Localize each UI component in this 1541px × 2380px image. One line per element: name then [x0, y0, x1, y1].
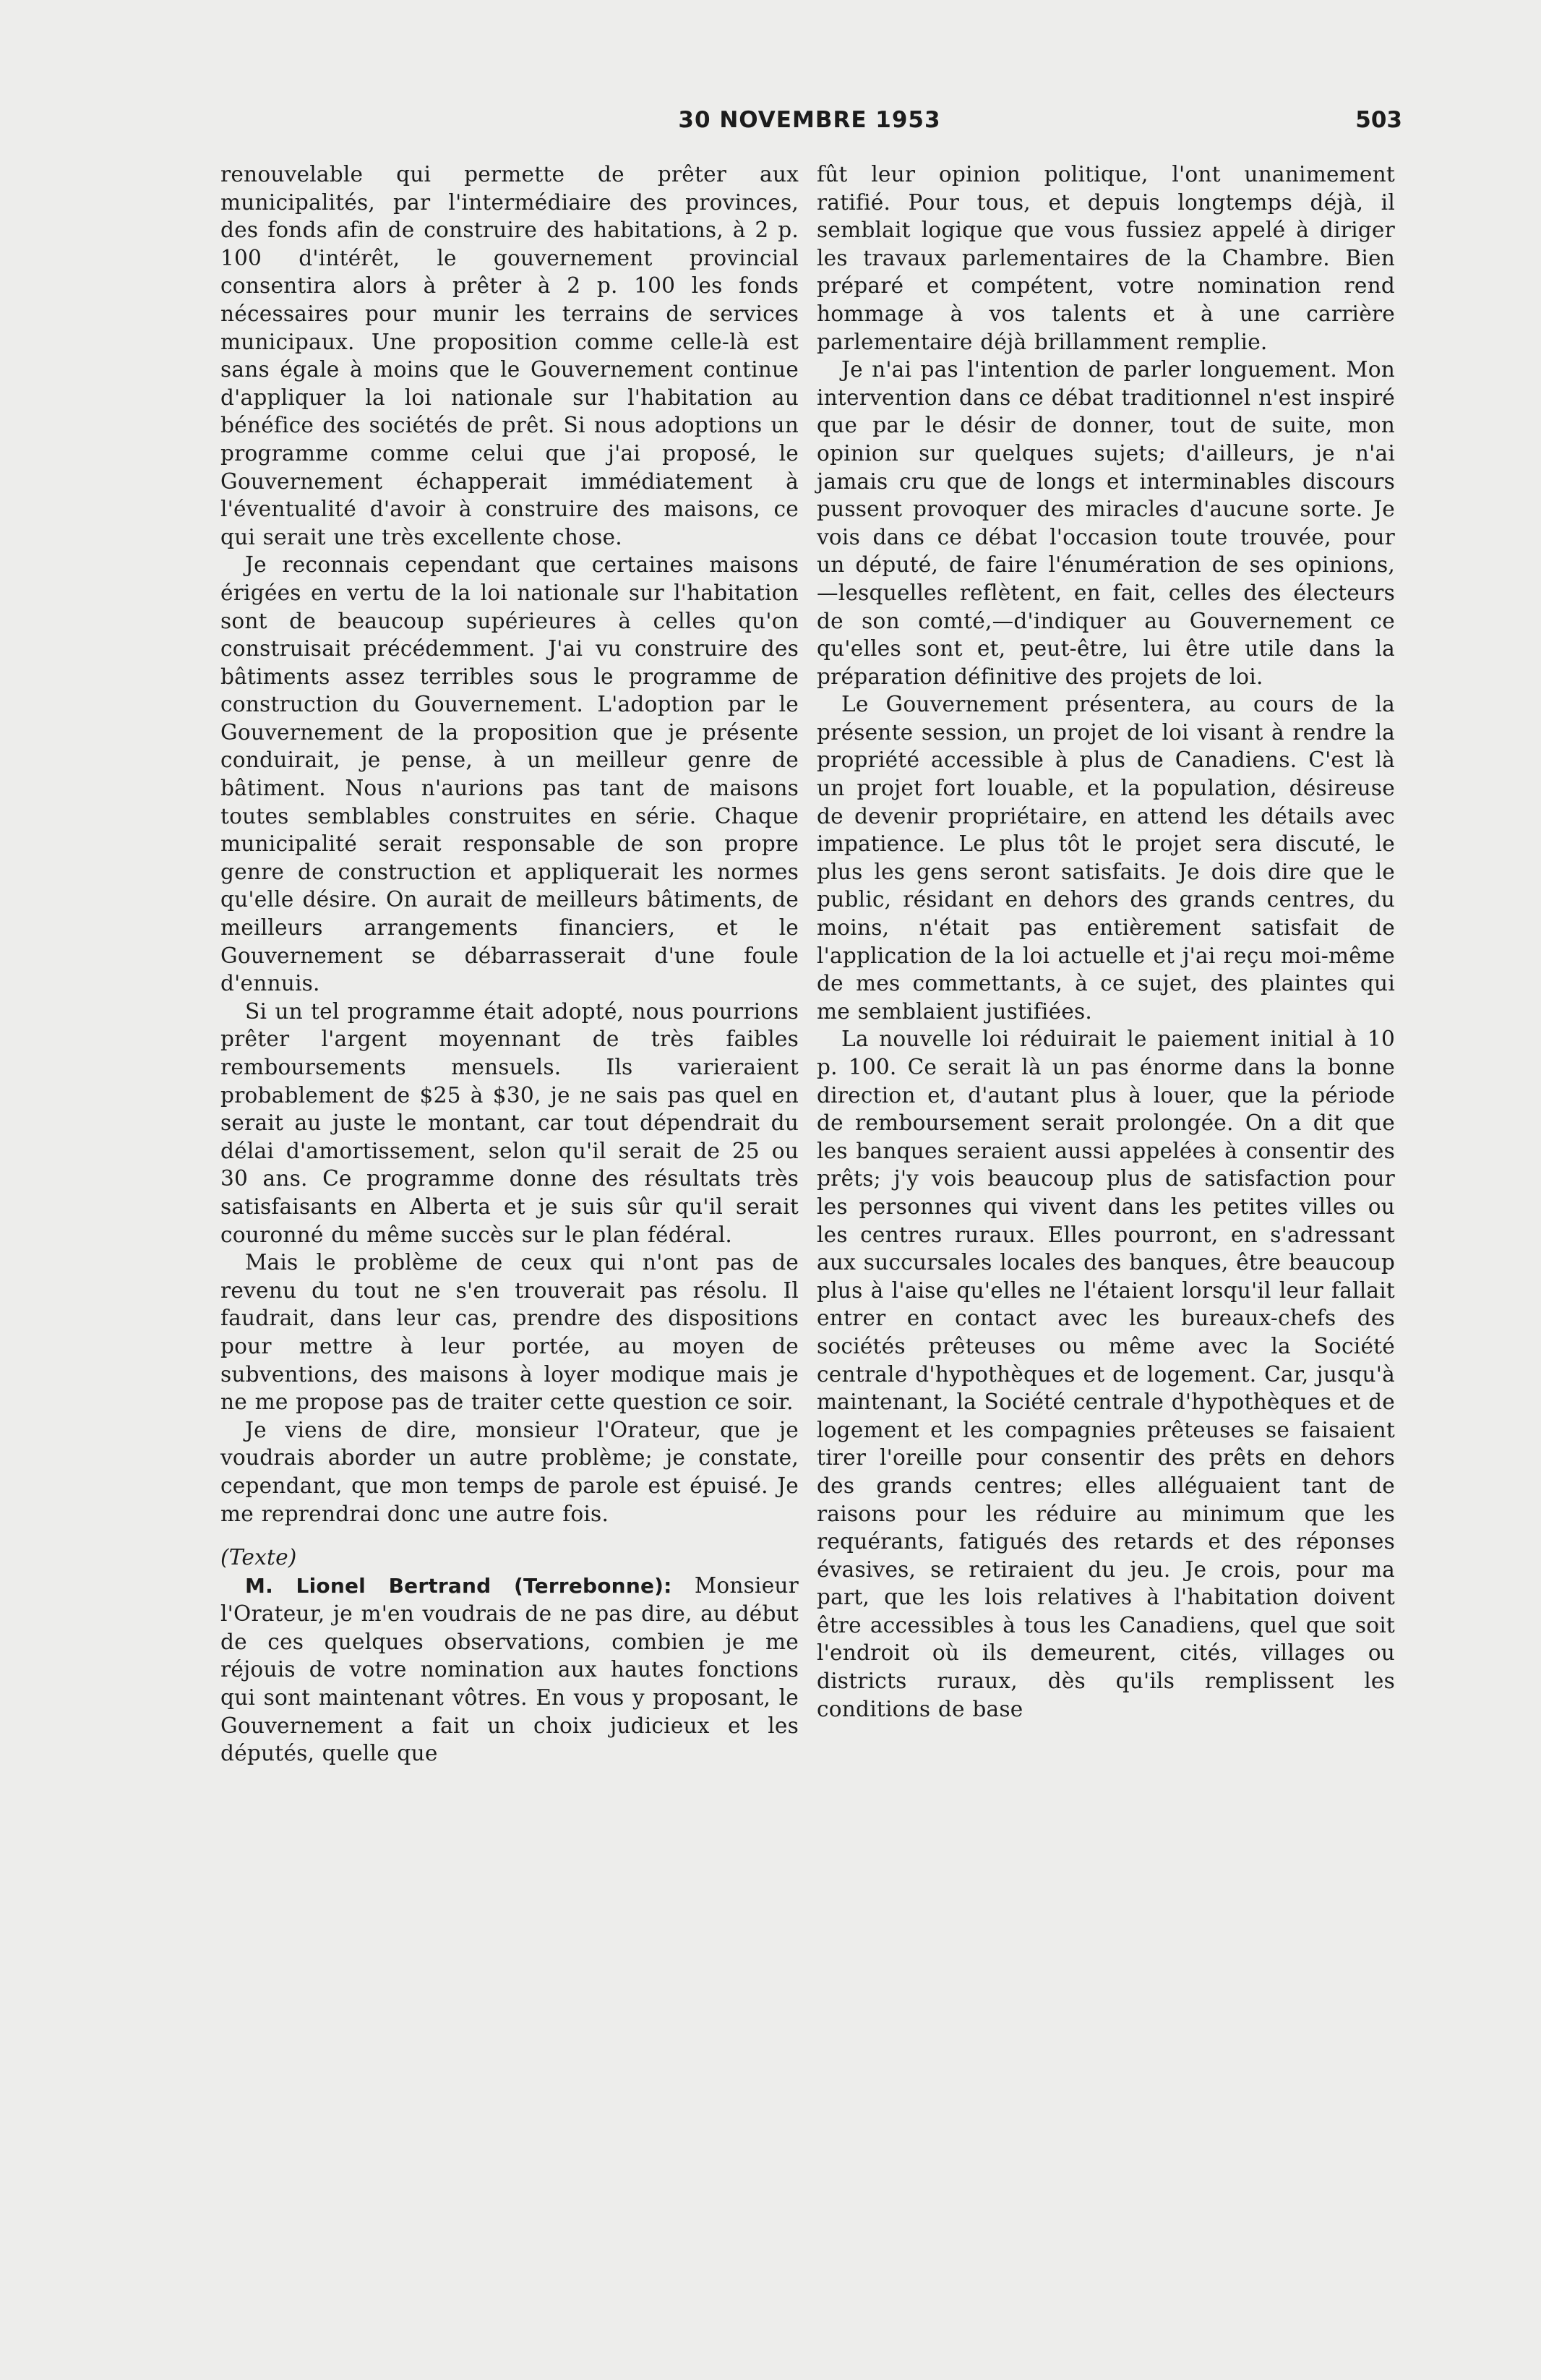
paragraph: fût leur opinion politique, l'ont unanimement ratifié. Pour tous, et depuis longtemps déjà, il semblait logique que vous fussiez appelé à diriger les travaux parlementaires de la Chambre. Bien préparé et compétent, votre nomination rend hommage à vos talents et à une carrière parlementaire déjà brillamment remplie.	[817, 162, 1395, 354]
paragraph: Je viens de dire, monsieur l'Orateur, que je voudrais aborder un autre problème; je constate, cependant, que mon temps de parole est épuisé. Je me reprendrai donc une autre fois.	[220, 1417, 799, 1526]
paragraph: renouvelable qui permette de prêter aux municipalités, par l'intermédiaire des provinces, des fonds afin de construire des habitations, à 2 p. 100 d'intérêt, le gouvernement provincial consentira alors à prêter à 2 p. 100 les fonds nécessaires pour munir les terrains de services municipaux. Une proposition comme celle-là est sans égale à moins que le Gouvernement continue d'appliquer la loi nationale sur l'habitation au bénéfice des sociétés de prêt. Si nous adoptions un programme comme celui que j'ai proposé, le Gouvernement échapperait immédiatement à l'éventualité d'avoir à construire des maisons, ce qui serait une très excellente chose.	[220, 162, 799, 549]
speaker-name: M. Lionel Bertrand (Terrebonne):	[245, 1573, 672, 1598]
paragraph: Mais le problème de ceux qui n'ont pas de revenu du tout ne s'en trouverait pas résolu. Il faudrait, dans leur cas, prendre des dispositions pour mettre à leur portée, au moyen de subventions, des maisons à loyer modique mais je ne me propose pas de traiter cette question ce soir.	[220, 1250, 799, 1415]
speaker-text: Monsieur l'Orateur, je m'en voudrais de ne pas dire, au début de ces quelques observations, combien je me réjouis de votre nomination aux hautes fonctions qui sont maintenant vôtres. En vous y proposant, le Gouvernement a fait un choix judicieux et les députés, quelle que	[220, 1572, 799, 1766]
paragraph: Je n'ai pas l'intention de parler longuement. Mon intervention dans ce débat traditionnel n'est inspiré que par le désir de donner, tout de suite, mon opinion sur quelques sujets; d'ailleurs, je n'ai jamais cru que de longs et interminables discours pussent provoquer des miracles d'aucune sorte. Je vois dans ce débat l'occasion toute trouvée, pour un député, de faire l'énumération de ses opinions, —lesquelles reflètent, en fait, celles des électeurs de son comté,—d'indiquer au Gouvernement ce qu'elles sont et, peut-être, lui être utile dans la préparation définitive des projets de loi.	[817, 357, 1395, 689]
page-number: 503	[1355, 107, 1402, 133]
page-date-title: 30 NOVEMBRE 1953	[678, 107, 941, 133]
paragraph: Si un tel programme était adopté, nous pourrions prêter l'argent moyennant de très faibles remboursements mensuels. Ils varieraient probablement de $25 à $30, je ne sais pas quel en serait au juste le montant, car tout dépendrait du délai d'amortissement, selon qu'il serait de 25 ou 30 ans. Ce programme donne des résultats très satisfaisants en Alberta et je suis sûr qu'il serait couronné du même succès sur le plan fédéral.	[220, 998, 799, 1247]
running-header	[217, 107, 1402, 139]
paragraph: La nouvelle loi réduirait le paiement initial à 10 p. 100. Ce serait là un pas énorme dans la bonne direction et, d'autant plus à louer, que la période de remboursement serait prolongée. On a dit que les banques seraient aussi appelées à consentir des prêts; j'y vois beaucoup plus de satisfaction pour les personnes qui vivent dans les petites villes ou les centres ruraux. Elles pourront, en s'adressant aux succursales locales des banques, être beaucoup plus à l'aise qu'elles ne l'étaient lorsqu'il leur fallait entrer en contact avec les bureaux-chefs des sociétés prêteuses ou même avec la Société centrale d'hypothèques et de logement. Car, jusqu'à maintenant, la Société centrale d'hypothèques et de logement et les compagnies prêteuses se faisaient tirer l'oreille pour consentir des prêts en dehors des grands centres; elles alléguaient tant de raisons pour les réduire au minimum que les requérants, fatigués des retards et des réponses évasives, se retiraient du jeu. Je crois, pour ma part, que les lois relatives à l'habitation doivent être accessibles à tous les Canadiens, quel que soit l'endroit où ils demeurent, cités, villages ou districts ruraux, dès qu'ils remplissent les conditions de base	[817, 1027, 1395, 1721]
speaker-paragraph	[220, 1572, 799, 1768]
right-column	[817, 160, 1395, 2315]
left-column	[220, 160, 799, 2315]
paragraph: Le Gouvernement présentera, au cours de la présente session, un projet de loi visant à rendre la propriété accessible à plus de Canadiens. C'est là un projet fort louable, et la population, désireuse de devenir propriétaire, en attend les détails avec impatience. Le plus tôt le projet sera discuté, le plus les gens seront satisfaits. Je dois dire que le public, résidant en dehors des grands centres, du moins, n'était pas entièrement satisfait de l'application de la loi actuelle et j'ai reçu moi-même de mes commettants, à ce sujet, des plaintes qui me semblaient justifiées.	[817, 692, 1395, 1024]
section-label: (Texte)	[220, 1545, 297, 1570]
paragraph: Je reconnais cependant que certaines maisons érigées en vertu de la loi nationale sur l'habitation sont de beaucoup supérieures à celles qu'on construisait précédemment. J'ai vu construire des bâtiments assez terribles sous le programme de construction du Gouvernement. L'adoption par le Gouvernement de la proposition que je présente conduirait, je pense, à un meilleur genre de bâtiment. Nous n'aurions pas tant de maisons toutes semblables construites en série. Chaque municipalité serait responsable de son propre genre de construction et appliquerait les normes qu'elle désire. On aurait de meilleurs bâtiments, de meilleurs arrangements financiers, et le Gouvernement se débarrasserait d'une foule d'ennuis.	[220, 552, 799, 996]
